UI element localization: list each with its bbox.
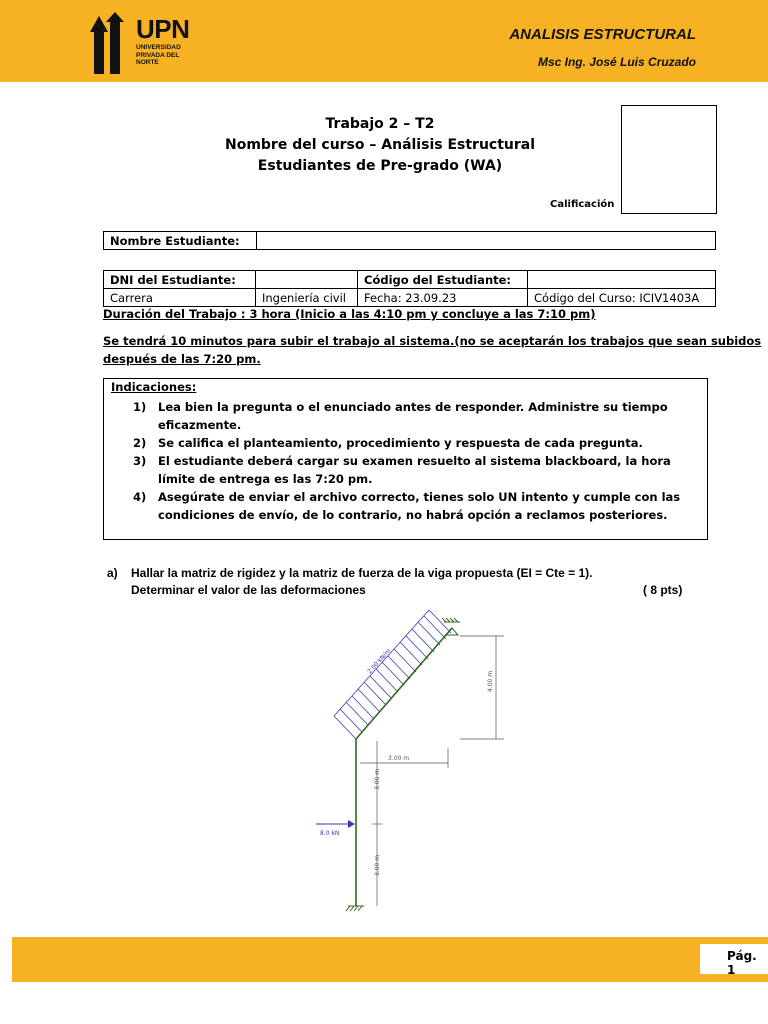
course-code-cell: Código del Curso: ICIV1403A (528, 289, 716, 307)
list-item (133, 488, 703, 524)
structure-figure (282, 608, 522, 928)
list-item (133, 398, 703, 434)
torch-logo-icon (88, 12, 134, 74)
career-label: Carrera (104, 289, 256, 307)
student-info-table (103, 270, 716, 307)
instructor-name: Msc Ing. José Luis Cruzado (537, 55, 696, 69)
dimension-column (372, 741, 382, 906)
title-line-3: Estudiantes de Pre-grado (WA) (257, 158, 503, 174)
question-line-1: Hallar la matriz de rigidez y la matriz de fuerza de la viga propuesta (EI = Cte = 1). (131, 566, 593, 580)
page-number: Pág. 1 (700, 944, 768, 974)
bottom-fixed-support-icon (346, 906, 364, 911)
item-text: Se califica el planteamiento, procedimiento y respuesta de cada pregunta. (158, 436, 643, 450)
course-title: ANALISIS ESTRUCTURAL (509, 26, 696, 43)
indications-box (103, 378, 708, 540)
list-item (133, 452, 703, 488)
item-number: 2) (133, 436, 147, 450)
item-text: El estudiante deberá cargar su examen resuelto al sistema blackboard, la hora límite de entrega es las 7:20 pm. (158, 454, 671, 486)
inclined-member (356, 628, 452, 739)
document-title (200, 114, 560, 177)
grade-box (621, 105, 717, 214)
distributed-load-arrows (334, 610, 451, 739)
dni-label: DNI del Estudiante: (104, 271, 256, 289)
dimension-label-col-upper: 3.00 m (374, 768, 381, 790)
question-letter: a) (107, 566, 118, 580)
indications-title: Indicaciones: (111, 380, 197, 394)
student-name-field[interactable] (257, 232, 716, 250)
title-line-1: Trabajo 2 – T2 (325, 116, 435, 132)
student-name-label: Nombre Estudiante: (104, 232, 257, 250)
grade-label: Calificación (550, 199, 615, 210)
item-number: 1) (133, 400, 147, 414)
date-cell: Fecha: 23.09.23 (358, 289, 528, 307)
dimension-label-3m-h: 3.00 m (388, 755, 410, 762)
footer-bar (12, 937, 768, 982)
dimension-label-col-lower: 3.00 m (374, 854, 381, 876)
item-text: Asegúrate de enviar el archivo correcto, tienes solo UN intento y cumple con las condiciones de envío, de lo contrario, no habrá opción a reclamos posteriores. (158, 490, 681, 522)
dni-field[interactable] (256, 271, 358, 289)
point-load-label: 8.0 kN (320, 830, 340, 837)
title-line-2: Nombre del curso – Análisis Estructural (224, 137, 536, 153)
question-points: ( 8 pts) (643, 583, 683, 597)
upload-note-line-2: después de las 7:20 pm. (103, 352, 261, 366)
distributed-load-label: 2.00 kN/m (366, 647, 393, 676)
logo-text: UPN (136, 14, 190, 44)
item-number: 3) (133, 454, 147, 468)
career-value: Ingeniería civil (256, 289, 358, 307)
upn-logo (88, 12, 198, 74)
item-text: Lea bien la pregunta o el enunciado antes de responder. Administre su tiempo eficazmente. (158, 400, 668, 432)
upload-note-line-1: Se tendrá 10 minutos para subir el trabajo al sistema.(no se aceptarán los trabajos que sean subidos (103, 334, 762, 348)
item-number: 4) (133, 490, 147, 504)
dimension-label-4m: 4.00 m (487, 670, 494, 692)
duration-text: Duración del Trabajo : 3 hora (Inicio a las 4:10 pm y concluye a las 7:10 pm) (103, 307, 596, 321)
point-load-arrow (316, 820, 355, 828)
logo-subtitle: UNIVERSIDAD PRIVADA DEL NORTE (136, 44, 181, 66)
frame-diagram (282, 608, 522, 928)
student-code-label: Código del Estudiante: (358, 271, 528, 289)
student-name-table (103, 231, 716, 250)
question-line-2: Determinar el valor de las deformaciones (131, 583, 366, 597)
dimension-vertical-top (460, 636, 504, 739)
indications-list (133, 398, 703, 524)
list-item (133, 434, 703, 452)
student-code-field[interactable] (528, 271, 716, 289)
